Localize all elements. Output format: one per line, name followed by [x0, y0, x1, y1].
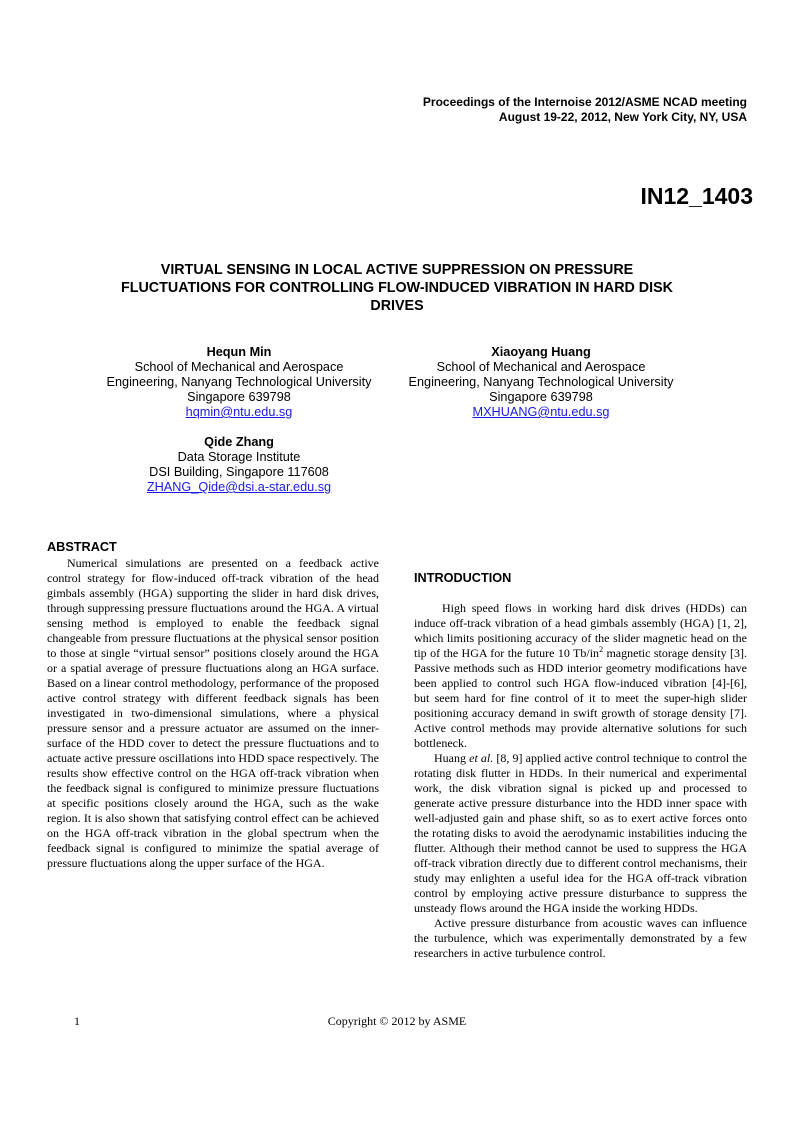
author-affiliation: Engineering, Nanyang Technological University [106, 375, 372, 389]
copyright-notice: Copyright © 2012 by ASME [327, 1014, 467, 1028]
paper-title [60, 261, 734, 315]
intro-paragraph-1: High speed flows in working hard disk drives (HDDs) can induce off-track vibration of a head gimbals assembly (HGA) [1, 2], which limits positioning accuracy of the slider magnetic head on the tip of the HGA for the future 10 $Tb/in^2$ magnetic storage density [3]. Passive methods such as HDD interior geometry modifications have been applied to control such HGA flow-induced vibration [4]-[6], but seem hard for fine control of it to meet the super-high slider positioning accuracy demand in swift growth of storage density [7]. Active control methods may provide alternative solutions for such bottleneck. [414, 601, 748, 750]
author-affiliation: Data Storage Institute [177, 450, 301, 464]
author-block-3 [90, 435, 388, 495]
author-affiliation: School of Mechanical and Aerospace [436, 360, 646, 374]
page-number: 1 [74, 1014, 80, 1028]
paper-id: IN12_1403 [640, 183, 753, 209]
author-name: Xiaoyang Huang [491, 345, 591, 359]
abstract-paragraph: Numerical simulations are presented on a feedback active control strategy for flow-induced off-track vibration of the head gimbals assembly (HGA) supporting the slider in hard disk drives, through suppressing pressure fluctuations around the HGA. A virtual sensing method is employed to enable the feedback signal changeable from pressure fluctuations at the physical sensor position to those at single “virtual sensor” positions closely around the HGA or a spatial average of pressure fluctuations along an HGA surface. Based on a linear control methodology, performance of the proposed active control strategy with different feedback signals has been investigated in two-dimensional simulations, where a physical pressure sensor and a pressure actuator are assumed on the inner-surface of the HDD cover to detect the pressure fluctuations and to actuate active pressure oscillations into HDD space respectively. The results show effective control on the HGA off-track vibration when the feedback signal is configured to minimize pressure fluctuations at specific positions closely around the HGA, such as the wake region. It is also shown that satisfying control effect can be achieved on the HGA off-track vibration in the global spectrum when the feedback signal is configured to minimize the spatial average of pressure fluctuations along the upper surface of the HGA. [47, 556, 379, 870]
author-email-link[interactable]: ZHANG_Qide@dsi.a-star.edu.sg [146, 480, 332, 494]
author-block-1 [90, 345, 388, 420]
author-affiliation: DSI Building, Singapore 117608 [149, 465, 329, 479]
introduction-heading: INTRODUCTION [414, 571, 512, 585]
proceedings-line-1: Proceedings of the Internoise 2012/ASME NCAD meeting [422, 95, 747, 109]
author-affiliation: Engineering, Nanyang Technological University [408, 375, 674, 389]
abstract-body [47, 556, 379, 871]
proceedings-line-2: August 19-22, 2012, New York City, NY, USA [498, 110, 747, 124]
title-line-3: DRIVES [370, 298, 424, 314]
abstract-heading: ABSTRACT [47, 540, 117, 554]
author-email-link[interactable]: hqmin@ntu.edu.sg [185, 405, 293, 419]
author-affiliation: Singapore 639798 [187, 390, 291, 404]
title-line-2: FLUCTUATIONS FOR CONTROLLING FLOW-INDUCED VIBRATION IN HARD DISK [121, 280, 673, 296]
intro-paragraph-2: Huang et al. [8, 9] applied active control technique to control the rotating disk flutter in HDDs. In their numerical and experimental work, the disk vibration signal is picked up and processed to generate active pressure disturbance into the HDD inner space with well-adjusted gain and phase shift, so as to exert active forces onto the rotating disks to avoid the aerodynamic instabilities inducing the flutter. Although their method cannot be used to suppress the HGA off-track vibration directly due to different control mechanisms, their study may enlighten a useful idea for the HGA off-track vibration control by employing active pressure disturbance to suppress the unsteady flows around the HGA inside the working HDDs. [414, 751, 747, 915]
intro-paragraph-3: Active pressure disturbance from acoustic waves can influence the turbulence, which was experimentally demonstrated by a few researchers in active turbulence control. [414, 916, 747, 960]
author-name: Qide Zhang [204, 435, 274, 449]
author-block-2 [392, 345, 690, 420]
author-affiliation: Singapore 639798 [489, 390, 593, 404]
introduction-body [414, 601, 747, 961]
author-email-link[interactable]: MXHUANG@ntu.edu.sg [472, 405, 610, 419]
author-affiliation: School of Mechanical and Aerospace [134, 360, 344, 374]
proceedings-header [423, 95, 747, 125]
author-name: Hequn Min [206, 345, 272, 359]
title-line-1: VIRTUAL SENSING IN LOCAL ACTIVE SUPPRESSION ON PRESSURE [160, 262, 634, 278]
